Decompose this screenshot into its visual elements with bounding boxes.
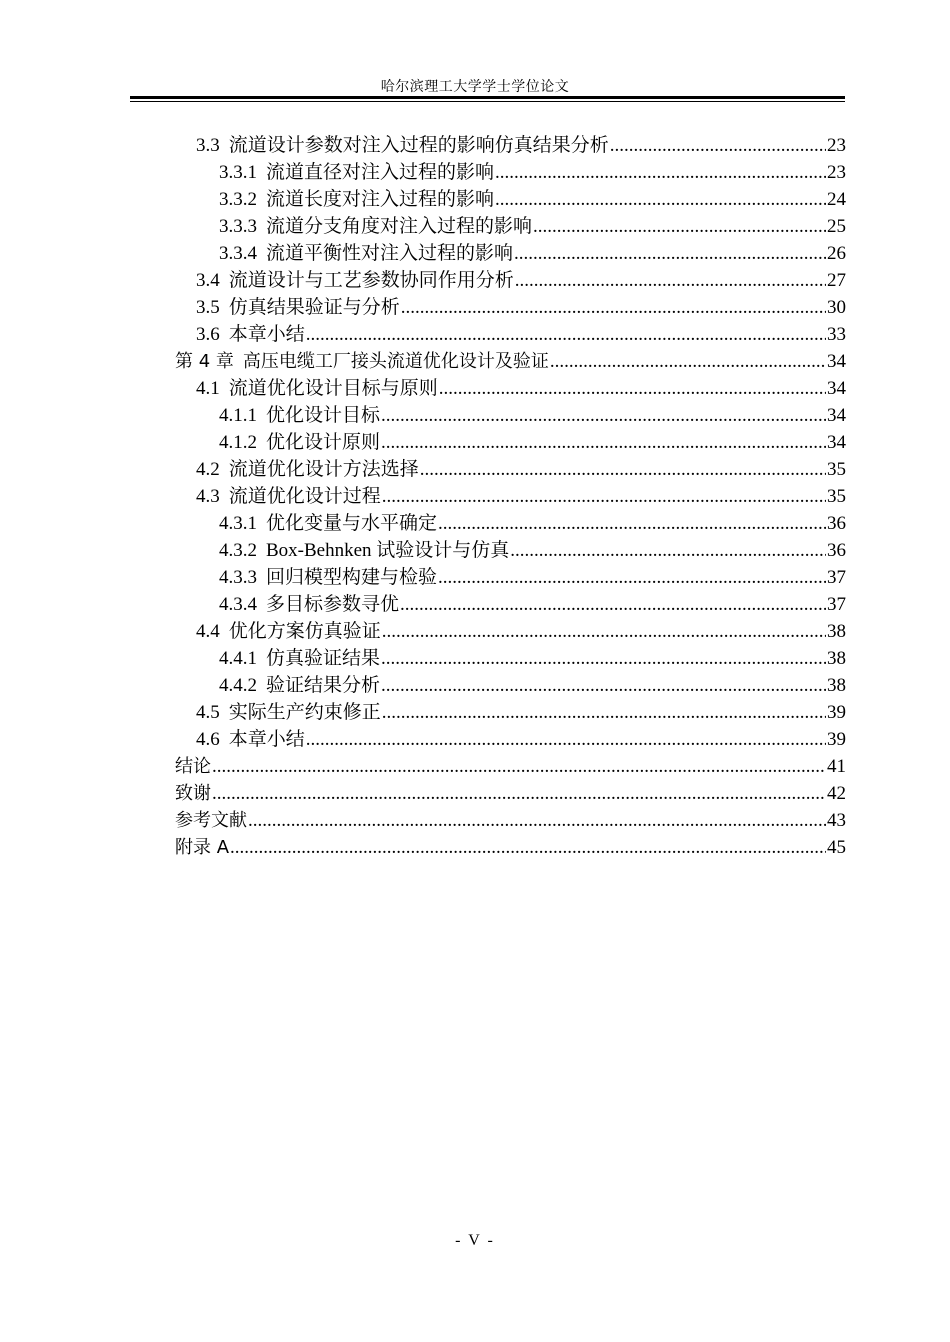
toc-entry[interactable]: [175, 591, 846, 618]
toc-entry[interactable]: [175, 132, 846, 159]
toc-dot-leader: [400, 591, 826, 618]
toc-dot-leader: [306, 726, 826, 753]
toc-dot-leader: [381, 429, 826, 456]
toc-entry[interactable]: [175, 348, 846, 375]
toc-entry-page: 34: [827, 405, 846, 426]
toc-entry-number: 4.5: [196, 702, 220, 723]
toc-entry-page: 38: [827, 675, 846, 696]
toc-entry-title: 流道长度对注入过程的影响: [266, 189, 495, 210]
toc-entry-number: 4.3.4: [219, 594, 257, 615]
toc-dot-leader: [212, 753, 826, 780]
header-rule-thin: [130, 101, 845, 102]
toc-entry-title: 优化方案仿真验证: [228, 621, 381, 642]
toc-dot-leader: [306, 321, 826, 348]
toc-entry-page: 26: [827, 243, 846, 264]
toc-dot-leader: [212, 780, 826, 807]
toc-entry[interactable]: [175, 240, 846, 267]
toc-entry-page: 34: [827, 378, 846, 399]
toc-entry-title: 附录 A: [175, 837, 230, 858]
toc-entry-number: 4.3.1: [219, 513, 257, 534]
toc-entry-number: 4.1: [196, 378, 220, 399]
toc-entry[interactable]: [175, 834, 846, 861]
toc-entry-number: 4.6: [196, 729, 220, 750]
toc-dot-leader: [514, 240, 826, 267]
toc-entry-page: 27: [827, 270, 846, 291]
toc-entry[interactable]: [175, 186, 846, 213]
toc-entry-number: 4.4.2: [219, 675, 257, 696]
toc-entry-page: 37: [827, 567, 846, 588]
toc-dot-leader: [610, 132, 826, 159]
toc-entry[interactable]: [175, 753, 846, 780]
toc-dot-leader: [495, 186, 826, 213]
toc-entry[interactable]: [175, 537, 846, 564]
table-of-contents: [175, 132, 846, 861]
toc-entry-number: 3.3.1: [219, 162, 257, 183]
toc-dot-leader: [248, 807, 826, 834]
toc-dot-leader: [420, 456, 826, 483]
toc-entry-page: 35: [827, 459, 846, 480]
toc-entry-page: 38: [827, 648, 846, 669]
toc-entry-title: 参考文献: [175, 810, 247, 831]
toc-entry[interactable]: [175, 402, 846, 429]
toc-entry-page: 35: [827, 486, 846, 507]
toc-entry-number: 4.4: [196, 621, 220, 642]
toc-dot-leader: [510, 537, 826, 564]
toc-entry[interactable]: [175, 483, 846, 510]
toc-entry-page: 30: [827, 297, 846, 318]
toc-entry-title: 致谢: [175, 783, 211, 804]
toc-entry-number: 3.5: [196, 297, 220, 318]
toc-entry-page: 45: [827, 837, 846, 858]
toc-dot-leader: [381, 672, 826, 699]
toc-entry-number: 3.3.4: [219, 243, 257, 264]
toc-entry-number: 4.2: [196, 459, 220, 480]
toc-entry-page: 23: [827, 162, 846, 183]
toc-entry-title: 优化变量与水平确定: [266, 513, 438, 534]
toc-entry-number: 3.4: [196, 270, 220, 291]
toc-entry[interactable]: [175, 294, 846, 321]
toc-entry-title: 流道分支角度对注入过程的影响: [266, 216, 533, 237]
toc-entry-title: 流道优化设计过程: [228, 486, 381, 507]
toc-entry-title: 验证结果分析: [266, 675, 381, 696]
toc-entry-title: 结论: [175, 756, 211, 777]
toc-entry-page: 24: [827, 189, 846, 210]
toc-entry-title: 优化设计目标: [266, 405, 381, 426]
toc-entry-number: 4.1.2: [219, 432, 257, 453]
toc-entry-number: 4.3: [196, 486, 220, 507]
toc-entry-title: 优化设计原则: [266, 432, 381, 453]
toc-entry-page: 43: [827, 810, 846, 831]
toc-entry[interactable]: [175, 564, 846, 591]
header-double-rule: [130, 96, 845, 104]
toc-dot-leader: [438, 564, 826, 591]
toc-entry[interactable]: [175, 645, 846, 672]
toc-entry-title: 流道设计与工艺参数协同作用分析: [228, 270, 514, 291]
toc-dot-leader: [381, 645, 826, 672]
toc-dot-leader: [401, 294, 826, 321]
toc-dot-leader: [515, 267, 826, 294]
toc-entry-page: 42: [827, 783, 846, 804]
running-header-title: 哈尔滨理工大学学士学位论文: [380, 80, 570, 95]
toc-entry-page: 33: [827, 324, 846, 345]
toc-entry-title: 多目标参数寻优: [266, 594, 400, 615]
toc-entry-title: 仿真验证结果: [266, 648, 381, 669]
toc-entry-title: 流道优化设计方法选择: [228, 459, 419, 480]
toc-entry[interactable]: [175, 618, 846, 645]
toc-entry-title: 流道平衡性对注入过程的影响: [266, 243, 514, 264]
toc-entry-page: 39: [827, 729, 846, 750]
toc-entry-number: 第 4 章: [175, 351, 234, 372]
toc-entry-title: Box-Behnken 试验设计与仿真: [266, 540, 510, 561]
toc-entry-title: 本章小结: [228, 324, 305, 345]
toc-entry-page: 23: [827, 135, 846, 156]
toc-entry[interactable]: [175, 510, 846, 537]
toc-entry[interactable]: [175, 375, 846, 402]
toc-entry-number: 4.3.3: [219, 567, 257, 588]
toc-entry[interactable]: [175, 699, 846, 726]
header-rule-thick: [130, 96, 845, 99]
toc-entry[interactable]: [175, 780, 846, 807]
toc-dot-leader: [439, 375, 826, 402]
toc-entry-title: 高压电缆工厂接头流道优化设计及验证: [242, 351, 549, 372]
toc-dot-leader: [550, 348, 826, 375]
toc-dot-leader: [382, 699, 826, 726]
toc-entry-number: 3.3: [196, 135, 220, 156]
toc-entry-page: 38: [827, 621, 846, 642]
toc-dot-leader: [438, 510, 826, 537]
toc-dot-leader: [230, 834, 826, 861]
toc-dot-leader: [382, 483, 826, 510]
toc-entry-page: 25: [827, 216, 846, 237]
toc-entry-number: 3.3.3: [219, 216, 257, 237]
toc-entry-title: 流道设计参数对注入过程的影响仿真结果分析: [228, 135, 609, 156]
toc-entry-page: 39: [827, 702, 846, 723]
toc-entry-number: 3.3.2: [219, 189, 257, 210]
toc-entry-title: 流道优化设计目标与原则: [228, 378, 438, 399]
toc-entry-page: 34: [827, 351, 846, 372]
toc-entry[interactable]: [175, 672, 846, 699]
toc-dot-leader: [382, 618, 826, 645]
toc-entry[interactable]: [175, 321, 846, 348]
toc-entry-page: 36: [827, 540, 846, 561]
toc-entry-title: 实际生产约束修正: [228, 702, 381, 723]
toc-entry[interactable]: [175, 807, 846, 834]
toc-entry-number: 4.1.1: [219, 405, 257, 426]
toc-entry-page: 41: [827, 756, 846, 777]
toc-entry-number: 4.3.2: [219, 540, 257, 561]
toc-entry-title: 流道直径对注入过程的影响: [266, 162, 495, 183]
toc-entry[interactable]: [175, 726, 846, 753]
toc-entry-number: 3.6: [196, 324, 220, 345]
page-number: - V -: [455, 1232, 495, 1249]
toc-entry-title: 仿真结果验证与分析: [228, 297, 400, 318]
toc-entry-page: 36: [827, 513, 846, 534]
toc-entry[interactable]: [175, 456, 846, 483]
toc-dot-leader: [533, 213, 826, 240]
toc-entry[interactable]: [175, 267, 846, 294]
toc-entry-title: 回归模型构建与检验: [266, 567, 438, 588]
toc-entry-title: 本章小结: [228, 729, 305, 750]
toc-entry-number: 4.4.1: [219, 648, 257, 669]
toc-entry[interactable]: [175, 429, 846, 456]
toc-entry[interactable]: [175, 159, 846, 186]
toc-entry-page: 37: [827, 594, 846, 615]
toc-dot-leader: [381, 402, 826, 429]
toc-entry[interactable]: [175, 213, 846, 240]
toc-dot-leader: [495, 159, 826, 186]
toc-entry-page: 34: [827, 432, 846, 453]
